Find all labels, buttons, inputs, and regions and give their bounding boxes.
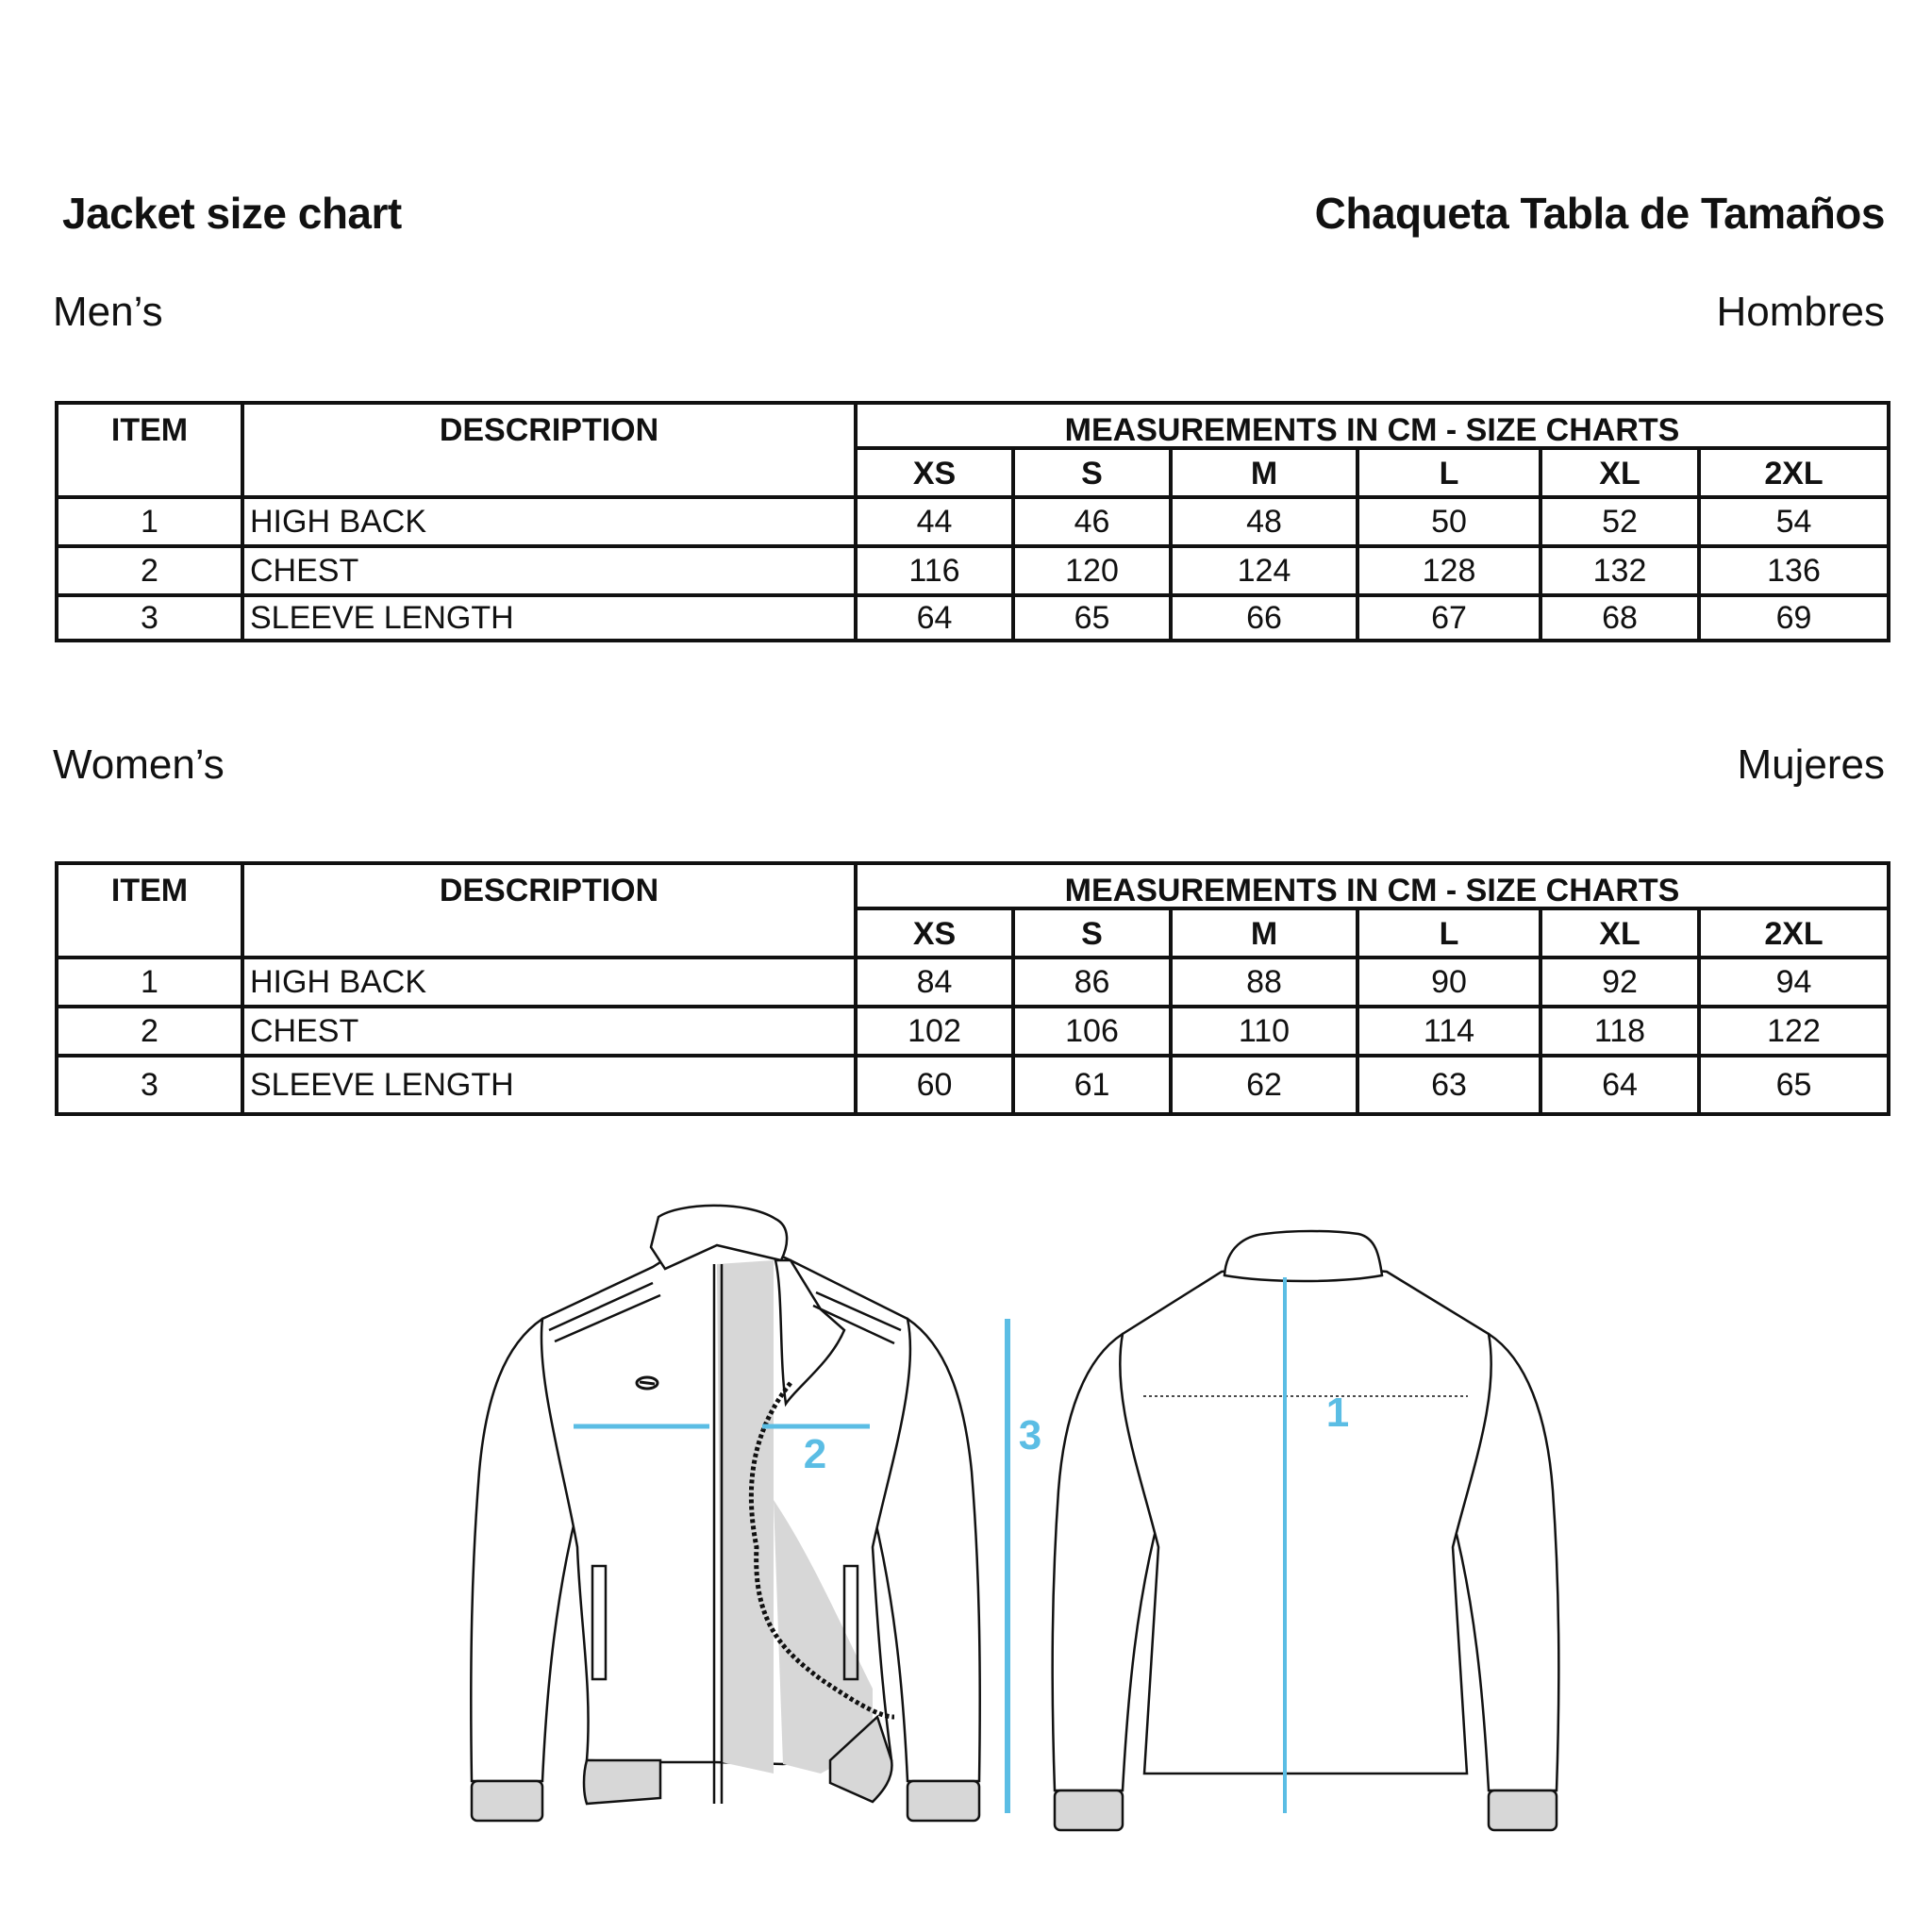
item-description: SLEEVE LENGTH xyxy=(242,595,856,641)
mens-label-spanish: Hombres xyxy=(1716,289,1885,335)
item-description: SLEEVE LENGTH xyxy=(242,1056,856,1114)
item-number: 1 xyxy=(57,958,242,1007)
value-s: 106 xyxy=(1013,1007,1171,1056)
header-measurements: MEASUREMENTS IN CM - SIZE CHARTS xyxy=(856,403,1889,448)
header-size-xs: XS xyxy=(856,908,1013,958)
value-2xl: 122 xyxy=(1699,1007,1889,1056)
back-body xyxy=(1120,1264,1491,1774)
header-size-s: S xyxy=(1013,908,1171,958)
value-m: 110 xyxy=(1171,1007,1357,1056)
value-s: 46 xyxy=(1013,497,1171,546)
item-number: 2 xyxy=(57,1007,242,1056)
value-xs: 116 xyxy=(856,546,1013,595)
table-row xyxy=(57,1056,1889,1114)
header-size-xs: XS xyxy=(856,448,1013,497)
value-xl: 118 xyxy=(1541,1007,1699,1056)
table-row xyxy=(57,546,1889,595)
header-description: DESCRIPTION xyxy=(242,863,856,958)
value-2xl: 94 xyxy=(1699,958,1889,1007)
header-size-xl: XL xyxy=(1541,908,1699,958)
womens-label-spanish: Mujeres xyxy=(1737,741,1885,788)
jacket-measurement-diagram xyxy=(453,1198,1585,1849)
front-left-cuff xyxy=(472,1781,542,1821)
header-item: ITEM xyxy=(57,403,242,497)
header-size-l: L xyxy=(1357,908,1541,958)
front-lining xyxy=(717,1260,774,1774)
sleeve-marker: 3 xyxy=(1018,1412,1042,1458)
title-spanish: Chaqueta Tabla de Tamaños xyxy=(1314,189,1885,238)
value-l: 67 xyxy=(1357,595,1541,641)
value-m: 66 xyxy=(1171,595,1357,641)
header-measurements: MEASUREMENTS IN CM - SIZE CHARTS xyxy=(856,863,1889,908)
value-l: 114 xyxy=(1357,1007,1541,1056)
item-number: 3 xyxy=(57,1056,242,1114)
header-size-m: M xyxy=(1171,448,1357,497)
table-row xyxy=(57,1007,1889,1056)
value-xs: 44 xyxy=(856,497,1013,546)
value-m: 124 xyxy=(1171,546,1357,595)
value-xl: 92 xyxy=(1541,958,1699,1007)
header-size-xl: XL xyxy=(1541,448,1699,497)
value-s: 61 xyxy=(1013,1056,1171,1114)
value-s: 120 xyxy=(1013,546,1171,595)
header-description: DESCRIPTION xyxy=(242,403,856,497)
header-size-l: L xyxy=(1357,448,1541,497)
jacket-back-illustration xyxy=(1053,1231,1559,1830)
table-row xyxy=(57,595,1889,641)
item-description: CHEST xyxy=(242,1007,856,1056)
front-hem-rib xyxy=(584,1760,660,1804)
value-l: 128 xyxy=(1357,546,1541,595)
value-l: 63 xyxy=(1357,1056,1541,1114)
value-xl: 52 xyxy=(1541,497,1699,546)
table-row xyxy=(57,497,1889,546)
item-number: 2 xyxy=(57,546,242,595)
value-xl: 64 xyxy=(1541,1056,1699,1114)
value-l: 90 xyxy=(1357,958,1541,1007)
value-xs: 64 xyxy=(856,595,1013,641)
value-2xl: 136 xyxy=(1699,546,1889,595)
item-number: 3 xyxy=(57,595,242,641)
value-m: 62 xyxy=(1171,1056,1357,1114)
mens-size-table xyxy=(55,401,1890,642)
item-description: CHEST xyxy=(242,546,856,595)
value-m: 88 xyxy=(1171,958,1357,1007)
header-size-m: M xyxy=(1171,908,1357,958)
back-right-cuff xyxy=(1489,1790,1557,1830)
front-right-cuff xyxy=(908,1781,979,1821)
value-2xl: 54 xyxy=(1699,497,1889,546)
high-back-marker: 1 xyxy=(1325,1390,1350,1436)
value-m: 48 xyxy=(1171,497,1357,546)
header-item: ITEM xyxy=(57,863,242,958)
value-xl: 132 xyxy=(1541,546,1699,595)
value-l: 50 xyxy=(1357,497,1541,546)
header-size-2xl: 2XL xyxy=(1699,908,1889,958)
back-left-cuff xyxy=(1055,1790,1123,1830)
back-collar xyxy=(1224,1231,1382,1281)
value-xs: 60 xyxy=(856,1056,1013,1114)
item-description: HIGH BACK xyxy=(242,497,856,546)
value-s: 86 xyxy=(1013,958,1171,1007)
jacket-front-illustration xyxy=(471,1206,979,1821)
womens-size-table xyxy=(55,861,1890,1116)
item-number: 1 xyxy=(57,497,242,546)
title-english: Jacket size chart xyxy=(62,189,402,238)
value-2xl: 65 xyxy=(1699,1056,1889,1114)
value-2xl: 69 xyxy=(1699,595,1889,641)
header-size-2xl: 2XL xyxy=(1699,448,1889,497)
item-description: HIGH BACK xyxy=(242,958,856,1007)
value-xs: 84 xyxy=(856,958,1013,1007)
value-xl: 68 xyxy=(1541,595,1699,641)
womens-label: Women’s xyxy=(53,741,225,788)
header-size-s: S xyxy=(1013,448,1171,497)
table-row xyxy=(57,958,1889,1007)
value-s: 65 xyxy=(1013,595,1171,641)
mens-label: Men’s xyxy=(53,289,163,335)
chest-marker: 2 xyxy=(803,1431,827,1477)
value-xs: 102 xyxy=(856,1007,1013,1056)
